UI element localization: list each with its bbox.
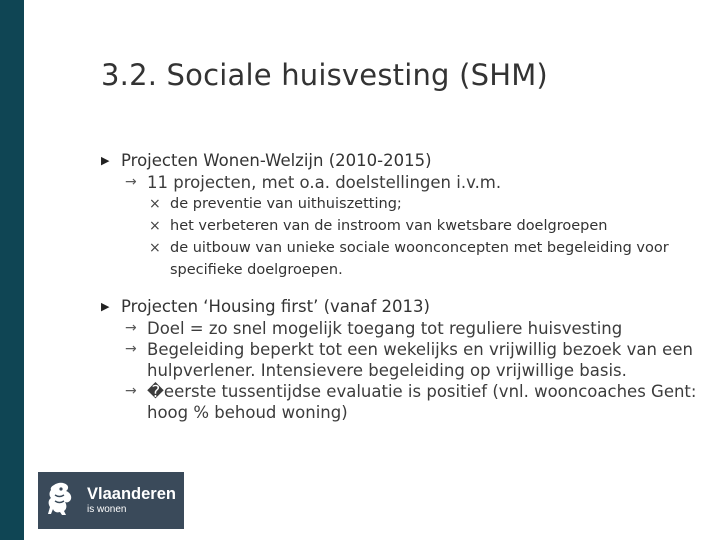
bullet-housing-first [101, 296, 701, 318]
logo-name: Vlaanderen [87, 485, 176, 503]
sub-sub-bullet-text: het verbeteren van de instroom van kwetsbare doelgroepen [170, 218, 608, 234]
sub-bullet-text: Doel = zo snel mogelijk toegang tot reguliere huisvesting [147, 319, 623, 338]
sub-bullet [101, 339, 701, 381]
arrow-right-icon: → [125, 320, 137, 336]
triangle-right-icon: ▶ [101, 300, 110, 313]
logo-text [87, 485, 176, 516]
cross-icon: × [149, 218, 161, 234]
triangle-right-icon: ▶ [101, 154, 110, 167]
vlaanderen-logo [38, 472, 184, 529]
sub-bullet-text: �eerste tussentijdse evaluatie is positief (vnl. wooncoaches Gent: hoog % behoud woning) [147, 382, 697, 422]
bullet-text: Projecten Wonen-Welzijn (2010-2015) [121, 151, 432, 170]
sub-bullet-text: 11 projecten, met o.a. doelstellingen i.v.m. [147, 173, 502, 192]
arrow-right-icon: → [125, 341, 137, 357]
arrow-right-icon: → [125, 174, 137, 190]
sub-sub-bullet-text: de uitbouw van unieke sociale woonconcepten met begeleiding voor specifieke doelgroepen. [170, 240, 669, 278]
arrow-right-icon: → [125, 383, 137, 399]
sub-sub-bullet [101, 193, 701, 215]
slide-title: 3.2. Sociale huisvesting (SHM) [101, 58, 548, 92]
sub-sub-bullet [101, 237, 701, 281]
cross-icon: × [149, 196, 161, 212]
sub-bullet [101, 381, 701, 423]
sub-bullet [101, 172, 701, 193]
cross-icon: × [149, 240, 161, 256]
bullet-text: Projecten ‘Housing first’ (vanaf 2013) [121, 297, 430, 316]
sub-bullet [101, 318, 701, 339]
slide-content [101, 150, 701, 423]
bullet-wonen-welzijn [101, 150, 701, 172]
side-accent-bar [0, 0, 24, 540]
sub-sub-bullet-text: de preventie van uithuiszetting; [170, 196, 402, 212]
sub-sub-bullet [101, 215, 701, 237]
sub-bullet-text: Begeleiding beperkt tot een wekelijks en vrijwillig bezoek van een hulpverlener. Intensievere begeleiding op vrijwillige basis. [147, 340, 693, 380]
lion-icon [45, 481, 79, 521]
logo-tagline: is wonen [87, 504, 127, 515]
